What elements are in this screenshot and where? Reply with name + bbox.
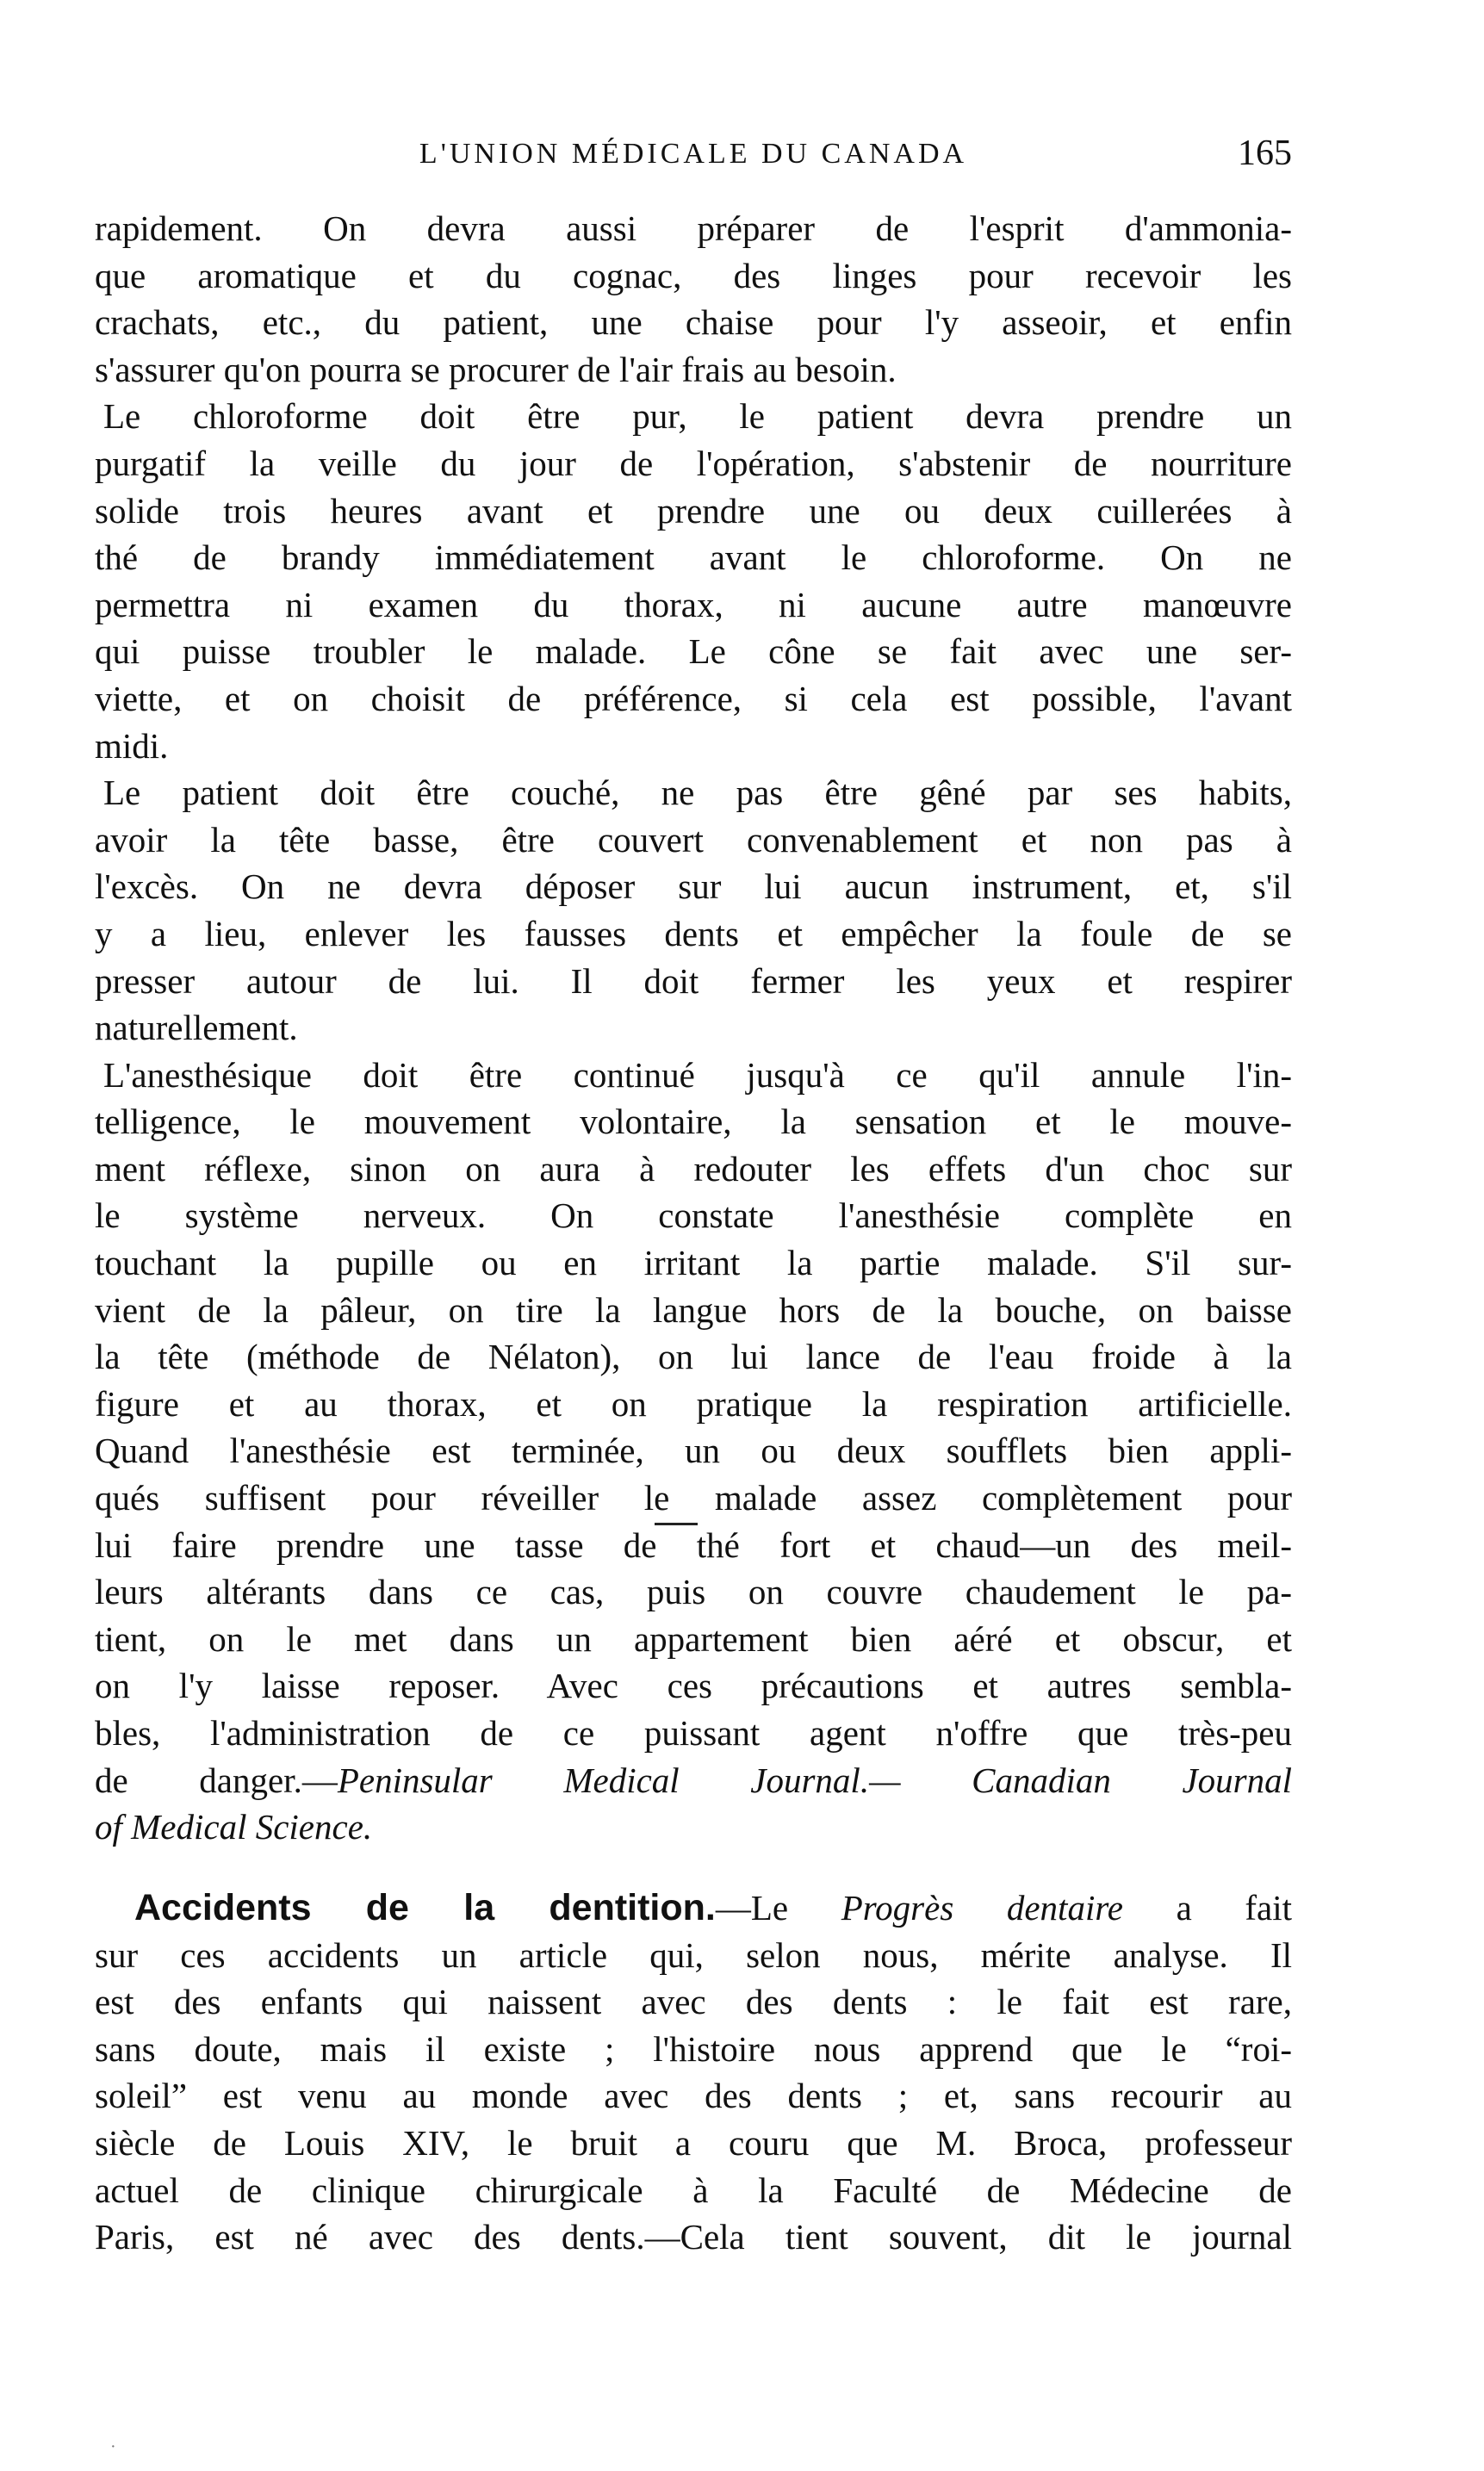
text-line: thé de brandy immédiatement avant le chloroforme. On ne — [95, 537, 1292, 578]
text-line: viette, et on choisit de préférence, si cela est possible, l'avant — [95, 678, 1292, 718]
citation-line — [95, 1804, 1292, 1851]
citation-source: of Medical Science. — [95, 1807, 373, 1847]
text-line: naturellement. — [95, 1008, 298, 1048]
running-title: L'UNION MÉDICALE DU CANADA — [419, 138, 968, 170]
text-line: Paris, est né avec des dents.—Cela tient souvent, dit le journal — [95, 2217, 1292, 2257]
article-heading: Accidents de la dentition. — [134, 1887, 716, 1928]
text-line: presser autour de lui. Il doit fermer les yeux et respirer — [95, 960, 1292, 1001]
text-line: midi. — [95, 725, 169, 766]
text-line: qui puisse troubler le malade. Le cône se fait avec une ser- — [95, 631, 1292, 672]
text-line: est des enfants qui naissent avec des dents : le fait est rare, — [95, 1982, 1292, 2022]
text-line: le système nerveux. On constate l'anesthésie complète en — [95, 1195, 1292, 1236]
text-line: Le patient doit être couché, ne pas être gêné par ses habits, — [103, 773, 1292, 813]
text-line: Quand l'anesthésie est terminée, un ou deux soufflets bien appli- — [95, 1431, 1292, 1471]
text-line: crachats, etc., du patient, une chaise pour l'y asseoir, et enfin — [95, 302, 1292, 343]
text-line: s'assurer qu'on pourra se procurer de l'air frais au besoin. — [95, 349, 897, 389]
text-line: tient, on le met dans un appartement bien aéré et obscur, et — [95, 1618, 1292, 1659]
running-head — [95, 133, 1292, 181]
text-line: on l'y laisse reposer. Avec ces précautions et autres sembla- — [95, 1666, 1292, 1706]
citation-source: Peninsular Medical Journal.— Canadian Journal — [337, 1760, 1292, 1800]
text-line: y a lieu, enlever les fausses dents et empêcher la foule de se — [95, 913, 1292, 953]
text-line: purgatif la veille du jour de l'opération, s'abstenir de nourriture — [95, 443, 1292, 483]
dentition-article — [95, 1884, 1292, 2261]
text-line: la tête (méthode de Nélaton), on lui lance de l'eau froide à la — [95, 1337, 1292, 1377]
text-line: bles, l'administration de ce puissant agent n'offre que très-peu — [95, 1713, 1292, 1753]
text-line: avoir la tête basse, être couvert convenablement et non pas à — [95, 819, 1292, 860]
text-run: a fait — [1122, 1888, 1292, 1928]
citation-lead: de danger.— — [95, 1760, 338, 1800]
heading-dash: —Le — [715, 1888, 841, 1928]
text-line: sans doute, mais il existe ; l'histoire nous apprend que le “roi- — [95, 2028, 1292, 2069]
text-line: figure et au thorax, et on pratique la respiration artificielle. — [95, 1383, 1292, 1424]
text-line: L'anesthésique doit être continué jusqu'à ce qu'il annule l'in- — [103, 1054, 1292, 1095]
text-line: actuel de clinique chirurgicale à la Faculté de Médecine de — [95, 2170, 1292, 2210]
citation-line — [95, 1757, 1292, 1804]
page-number: 165 — [1238, 133, 1292, 173]
article-first-line — [95, 1884, 1292, 1932]
section-divider — [655, 1523, 698, 1525]
body-text — [95, 205, 1292, 1851]
text-line: lui faire prendre une tasse de thé fort et chaud—un des meil- — [95, 1524, 1292, 1565]
text-line: l'excès. On ne devra déposer sur lui aucun instrument, et, s'il — [95, 866, 1292, 907]
text-line: telligence, le mouvement volontaire, la sensation et le mouve- — [95, 1102, 1292, 1142]
text-line: solide trois heures avant et prendre une ou deux cuillerées à — [95, 490, 1292, 531]
text-line: Le chloroforme doit être pur, le patient devra prendre un — [103, 396, 1292, 437]
text-line: vient de la pâleur, on tire la langue hors de la bouche, on baisse — [95, 1289, 1292, 1330]
text-line: rapidement. On devra aussi préparer de l'esprit d'ammonia- — [95, 208, 1292, 248]
text-line: siècle de Louis XIV, le bruit a couru que M. Broca, professeur — [95, 2122, 1292, 2163]
text-line: touchant la pupille ou en irritant la partie malade. S'il sur- — [95, 1243, 1292, 1283]
text-line: soleil” est venu au monde avec des dents ; et, sans recourir au — [95, 2076, 1292, 2116]
text-line: permettra ni examen du thorax, ni aucune autre manœuvre — [95, 584, 1292, 624]
text-line: que aromatique et du cognac, des linges pour recevoir les — [95, 255, 1292, 295]
journal-title: Progrès dentaire — [841, 1888, 1123, 1928]
text-line: sur ces accidents un article qui, selon nous, mérite analyse. Il — [95, 1934, 1292, 1975]
text-line: ment réflexe, sinon on aura à redouter les effets d'un choc sur — [95, 1148, 1292, 1189]
text-line: qués suffisent pour réveiller le malade assez complètement pour — [95, 1478, 1292, 1518]
text-line: leurs altérants dans ce cas, puis on couvre chaudement le pa- — [95, 1572, 1292, 1612]
scan-speck: · — [110, 2437, 116, 2456]
